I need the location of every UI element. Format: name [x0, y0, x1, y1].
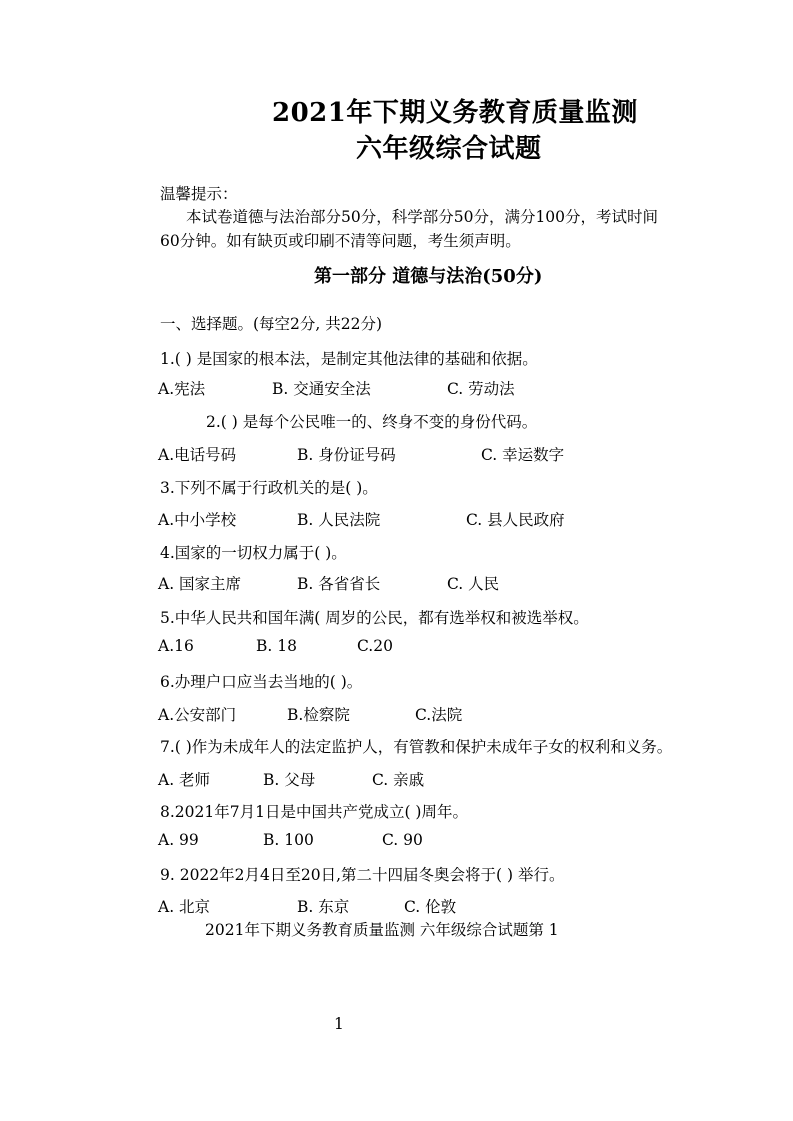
question-1-stem: 1.( ) 是国家的根本法，是制定其他法律的基础和依据。	[160, 350, 538, 368]
question-3-options	[0, 508, 793, 528]
page-title-line1: 2021年下期义务教育质量监测	[272, 98, 638, 128]
page-number: 1	[334, 1015, 344, 1033]
running-footer: 2021年下期义务教育质量监测 六年级综合试题第 1	[205, 921, 559, 939]
question-5-options	[0, 637, 793, 657]
part-title: 第一部分 道德与法治(50分)	[314, 266, 543, 287]
question-2-options	[0, 443, 793, 463]
question-9-options	[0, 895, 793, 915]
question-4-stem: 4.国家的一切权力属于( )。	[160, 544, 347, 562]
notice-text-line2: 60分钟。如有缺页或印刷不清等问题，考生须声明。	[160, 232, 521, 250]
option-c[interactable]: C. 人民	[447, 575, 500, 593]
option-c[interactable]: C. 亲戚	[372, 771, 425, 789]
option-c[interactable]: C.20	[357, 637, 393, 655]
option-a[interactable]: A. 99	[158, 831, 199, 849]
question-9-stem: 9. 2022年2月4日至20日,第二十四届冬奥会将于( ) 举行。	[160, 866, 565, 884]
option-c[interactable]: C. 幸运数字	[481, 446, 565, 464]
option-b[interactable]: B. 各省省长	[297, 575, 381, 593]
question-2-stem: 2.( ) 是每个公民唯一的、终身不变的身份代码。	[206, 413, 538, 431]
option-a[interactable]: A.16	[158, 637, 194, 655]
option-a[interactable]: A.宪法	[158, 380, 206, 398]
option-a[interactable]: A.电话号码	[158, 446, 237, 464]
question-8-options	[0, 831, 793, 851]
option-c[interactable]: C. 县人民政府	[466, 511, 565, 529]
question-3-stem: 3.下列不属于行政机关的是( )。	[160, 479, 378, 497]
question-7-options	[0, 768, 793, 788]
question-6-options	[0, 703, 793, 723]
option-b[interactable]: B. 100	[263, 831, 314, 849]
question-7-stem: 7.( )作为未成年人的法定监护人，有管教和保护未成年子女的权利和义务。	[160, 738, 673, 756]
option-a[interactable]: A.公安部门	[158, 706, 237, 724]
option-b[interactable]: B. 身份证号码	[297, 446, 396, 464]
option-a[interactable]: A. 老师	[158, 771, 211, 789]
option-c[interactable]: C. 90	[382, 831, 423, 849]
option-c[interactable]: C.法院	[415, 706, 463, 724]
question-5-stem: 5.中华人民共和国年满( 周岁的公民，都有选举权和被选举权。	[160, 609, 589, 627]
section-heading: 一、选择题。(每空2分, 共22分)	[160, 315, 383, 333]
option-a[interactable]: A. 北京	[158, 898, 211, 916]
question-8-stem: 8.2021年7月1日是中国共产党成立( )周年。	[160, 803, 468, 821]
option-a[interactable]: A.中小学校	[158, 511, 237, 529]
question-4-options	[0, 572, 793, 592]
notice-text-line1: 本试卷道德与法治部分50分，科学部分50分，满分100分，考试时间	[186, 208, 659, 226]
option-b[interactable]: B.检察院	[287, 706, 350, 724]
option-b[interactable]: B. 父母	[263, 771, 316, 789]
question-6-stem: 6.办理户口应当去当地的( )。	[160, 673, 363, 691]
option-b[interactable]: B. 人民法院	[297, 511, 381, 529]
notice-label: 温馨提示：	[160, 185, 238, 203]
page-title-line2: 六年级综合试题	[356, 134, 542, 164]
option-b[interactable]: B. 18	[256, 637, 297, 655]
option-b[interactable]: B. 交通安全法	[272, 380, 371, 398]
question-1-options	[0, 377, 793, 397]
option-b[interactable]: B. 东京	[297, 898, 350, 916]
option-c[interactable]: C. 劳动法	[447, 380, 515, 398]
option-a[interactable]: A. 国家主席	[158, 575, 242, 593]
option-c[interactable]: C. 伦敦	[404, 898, 457, 916]
